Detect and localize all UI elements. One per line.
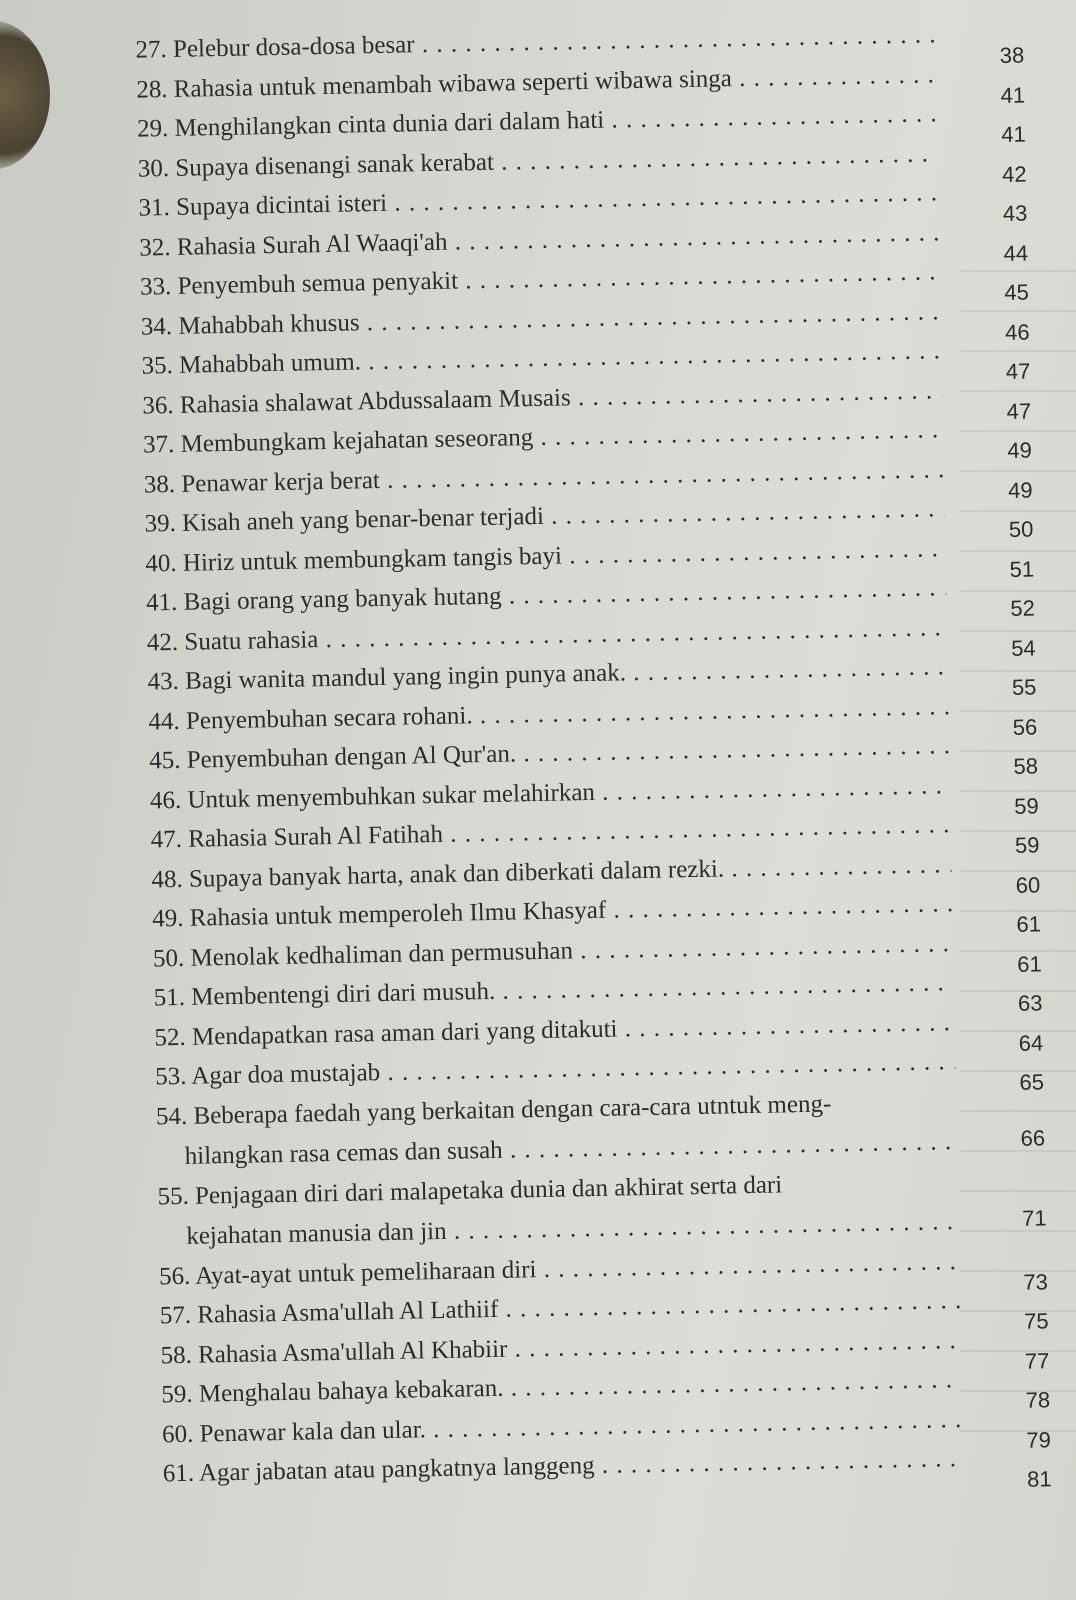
toc-entry-page: 47 (1005, 358, 1031, 384)
toc-entry-number: 41. (145, 588, 178, 617)
toc-entry-text: Mahabbah khusus . . . (178, 297, 941, 340)
toc-entry-text: Hiriz untuk membungkam tangis bayi . . . (183, 534, 946, 577)
toc-entry-page: 64 (1018, 1029, 1044, 1056)
toc-entry-number: 46. (149, 786, 182, 814)
toc-entry-page: 63 (1017, 990, 1043, 1016)
toc-entry-title (159, 1247, 959, 1292)
toc-entry-number: 40. (145, 549, 177, 578)
toc-entry-page: 50 (1008, 516, 1034, 542)
toc-entry-page: 75 (1023, 1308, 1049, 1334)
toc-entry-page: 56 (1012, 713, 1038, 740)
toc-entry-text: Penyembuhan dengan Al Qur'an. . . . (186, 731, 949, 774)
toc-entry-page: 59 (1014, 832, 1040, 858)
toc-entry-number: 61. (162, 1459, 195, 1488)
toc-entry-page: 42 (1001, 161, 1027, 187)
toc-entry-text: Ayat-ayat untuk pemeliharaan diri . . . (195, 1247, 959, 1290)
toc-entry-text: Membentengi diri dari musuh. . . . (191, 968, 954, 1011)
toc-entry-number: 58. (160, 1341, 193, 1369)
toc-entry-number: 38. (143, 470, 176, 499)
toc-entry-number: 34. (140, 312, 173, 341)
toc-entry-text: Beberapa faedah yang berkaitan dengan cara-cara utntuk meng- (193, 1089, 832, 1130)
toc-entry-text: Agar doa mustajab . . . (191, 1047, 955, 1090)
toc-entry-text: Rahasia shalawat Abdussalaam Musais . . . (180, 376, 943, 419)
toc-entry-number: 44. (148, 707, 180, 736)
toc-entry-text: Kisah aneh yang benar-benar terjadi . . . (182, 494, 945, 537)
toc-entry-number: 28. (136, 75, 168, 104)
toc-entry-number: 52. (154, 1023, 186, 1051)
toc-entry-page: 78 (1025, 1387, 1051, 1413)
toc-entry-text: Penyembuh semua penyakit . . . (177, 257, 940, 300)
toc-entry-text: Penyembuhan secara rohani. . . . (186, 692, 949, 735)
toc-entry-page: 49 (1007, 476, 1033, 503)
toc-entry-title (135, 20, 935, 65)
toc-entry-number: 33. (139, 272, 172, 301)
toc-entry-text: Supaya banyak harta, anak dan diberkati dalam rezki. . . . (189, 850, 952, 893)
toc-entry-number: 54. (155, 1102, 188, 1130)
toc-entry-number: 56. (158, 1262, 191, 1290)
toc-entry-page: 58 (1013, 753, 1039, 779)
toc-entry-text: Penjagaan diri dari malapetaka dunia dan akhirat serta dari (194, 1170, 783, 1210)
toc-entry-text: Rahasia untuk menambah wibawa seperti wibawa singa . . . (174, 60, 937, 103)
toc-entry-text: Pelebur dosa-dosa besar . . . (173, 20, 936, 63)
toc-entry (7, 1164, 1076, 1250)
toc-entry-number: 57. (159, 1301, 192, 1330)
toc-entry-number: 51. (153, 983, 186, 1012)
toc-entry-number: 31. (138, 194, 171, 222)
toc-entry-page: 81 (1026, 1466, 1052, 1492)
toc-entry-page: 79 (1026, 1426, 1052, 1453)
toc-entry-page: 61 (1016, 911, 1042, 937)
toc-entry-page: 41 (1000, 82, 1026, 108)
toc-entry-page: 66 (1020, 1124, 1046, 1151)
toc-entry-number: 55. (157, 1182, 190, 1210)
toc-entry-number: 35. (141, 351, 174, 380)
toc-entry-number: 30. (137, 154, 170, 183)
toc-entry-text: Menghalau bahaya kebakaran. . . . (199, 1365, 962, 1408)
toc-entry-number: 36. (142, 391, 174, 420)
toc-entry-number: 53. (154, 1062, 187, 1091)
toc-entry-text: Rahasia Asma'ullah Al Khabiir . . . (198, 1326, 961, 1369)
toc-entry-text: Rahasia Surah Al Fatihah . . . (188, 810, 951, 853)
toc-entry-text: Untuk menyembuhkan sukar melahirkan . . . (187, 771, 950, 814)
toc-entry-number: 32. (139, 233, 171, 262)
toc-entry-text: Bagi orang yang banyak hutang . . . (183, 573, 946, 616)
toc-entry-number: 39. (144, 509, 177, 538)
toc-entry-text: Penawar kala dan ular. . . . (199, 1405, 962, 1448)
toc-entry-page: 44 (1003, 240, 1029, 266)
toc-entry-page: 59 (1013, 792, 1039, 819)
toc-entry-page: 46 (1004, 319, 1030, 345)
toc-entry-page: 71 (1021, 1204, 1047, 1231)
toc-entry-number: 27. (135, 36, 168, 64)
toc-entry-text: Mendapatkan rasa aman dari yang ditakuti . . . (192, 1008, 955, 1051)
toc-entry-text: Agar jabatan atau pangkatnya langgeng . . . (199, 1444, 963, 1487)
toc-entry-text: Membungkam kejahatan seseorang . . . (180, 415, 943, 458)
toc-entry-page: 55 (1011, 674, 1037, 700)
toc-entry-page: 38 (999, 42, 1025, 69)
toc-entry-text: Menghilangkan cinta dunia dari dalam hati . . . (174, 99, 937, 142)
toc-entry-page: 51 (1009, 555, 1035, 582)
toc-entry-number: 43. (147, 667, 180, 696)
toc-entry-text: Mahabbah umum. . . . (179, 336, 942, 379)
toc-entry-page: 43 (1002, 200, 1028, 227)
toc-entry-number: 42. (146, 628, 179, 657)
toc-entry-page: 65 (1019, 1069, 1045, 1095)
toc-entry-page: 73 (1023, 1268, 1049, 1295)
toc-entry-text-continued: hilangkan rasa cemas dan susah . . . (185, 1127, 955, 1170)
toc-entry-title (157, 1167, 957, 1212)
toc-entry-number: 45. (148, 746, 181, 775)
toc-entry-text: Menolak kedhaliman dan permusuhan . . . (190, 929, 953, 972)
toc-entry-text: Bagi wanita mandul yang ingin punya anak. . . . (185, 652, 948, 695)
toc-entry-page: 61 (1016, 950, 1042, 977)
toc-entry-number: 60. (161, 1420, 194, 1448)
toc-entry-page: 47 (1006, 398, 1032, 424)
toc-entry-text-continued: kejahatan manusia dan jin . . . (186, 1207, 956, 1250)
toc-entry-page: 60 (1015, 871, 1041, 898)
toc-entry-text: Rahasia untuk memperoleh Ilmu Khasyaf . . . (189, 889, 952, 932)
toc-entry-number: 59. (161, 1380, 193, 1409)
toc-entry-page: 41 (1001, 121, 1027, 148)
toc-entry-number: 50. (152, 944, 185, 972)
toc-entry-text: Supaya disenangi sanak kerabat . . . (175, 139, 938, 182)
toc-entry-number: 48. (151, 865, 183, 893)
toc-entry-page: 77 (1024, 1347, 1050, 1374)
toc-entry-text: Rahasia Surah Al Waaqi'ah . . . (177, 218, 940, 261)
toc-entry-text: Rahasia Asma'ullah Al Lathiif . . . (197, 1286, 960, 1329)
toc-entry-number: 47. (150, 825, 183, 854)
toc-entry-number: 37. (142, 430, 175, 459)
toc-entry-page: 52 (1010, 595, 1036, 621)
toc-entry-text: Penawar kerja berat . . . (181, 455, 944, 498)
toc-entry-text: Supaya dicintai isteri . . . (176, 178, 939, 221)
toc-entry-page: 54 (1010, 634, 1036, 661)
toc-entry-number: 49. (151, 904, 184, 933)
toc-entry-page: 45 (1004, 279, 1030, 305)
toc-entry-number: 29. (136, 115, 169, 143)
toc-entry-page: 49 (1007, 437, 1033, 463)
toc-entry-text: Suatu rahasia . . . (184, 613, 947, 656)
